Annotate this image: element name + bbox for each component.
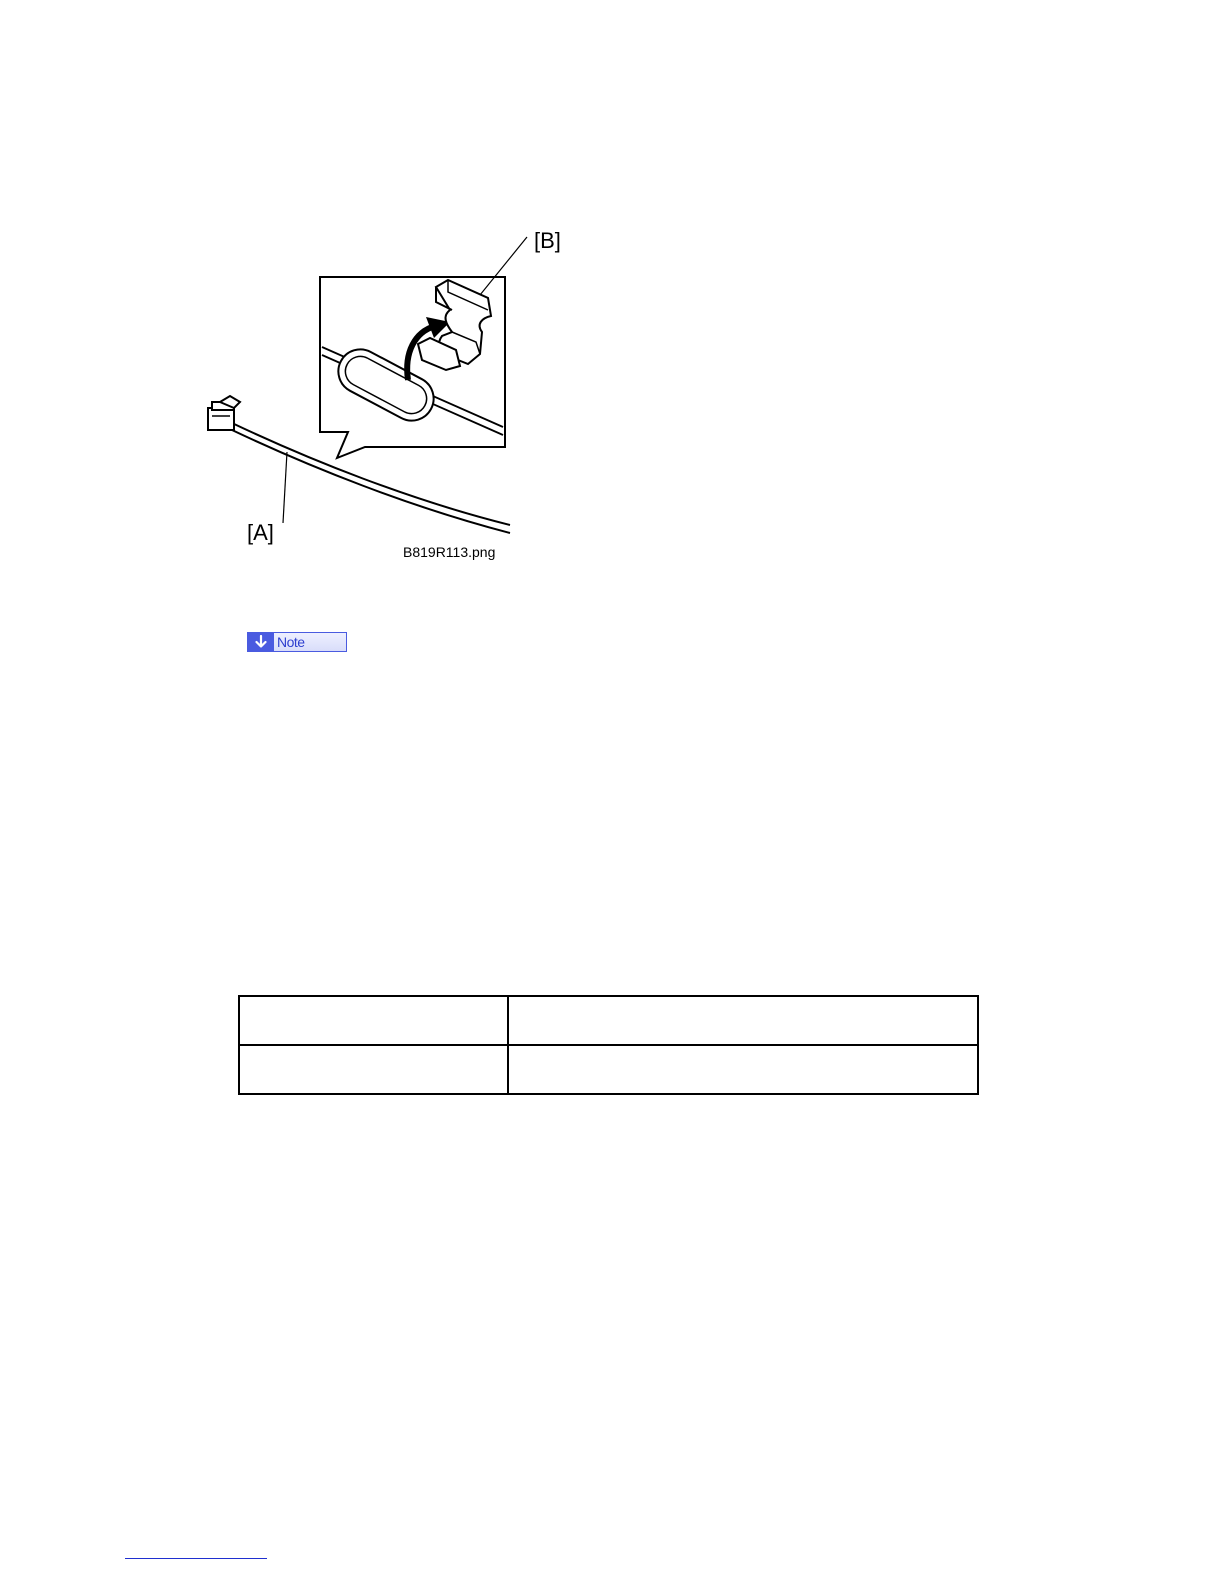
table-cell (239, 1045, 508, 1094)
table-row (239, 996, 978, 1045)
down-arrow-icon (248, 633, 274, 651)
table-cell (508, 996, 978, 1045)
table-cell (239, 996, 508, 1045)
note-badge (247, 632, 347, 652)
footer-divider (125, 1558, 267, 1559)
table-row (239, 1045, 978, 1094)
spec-table (238, 995, 979, 1095)
leader-a (283, 452, 287, 523)
figure-filename: B819R113.png (403, 544, 496, 560)
note-label: Note (277, 634, 305, 650)
illustration-figure (190, 220, 590, 570)
callout-a: [A] (247, 520, 274, 545)
callout-b: [B] (534, 228, 561, 253)
table-cell (508, 1045, 978, 1094)
cable-clamp-illustration (190, 220, 590, 570)
